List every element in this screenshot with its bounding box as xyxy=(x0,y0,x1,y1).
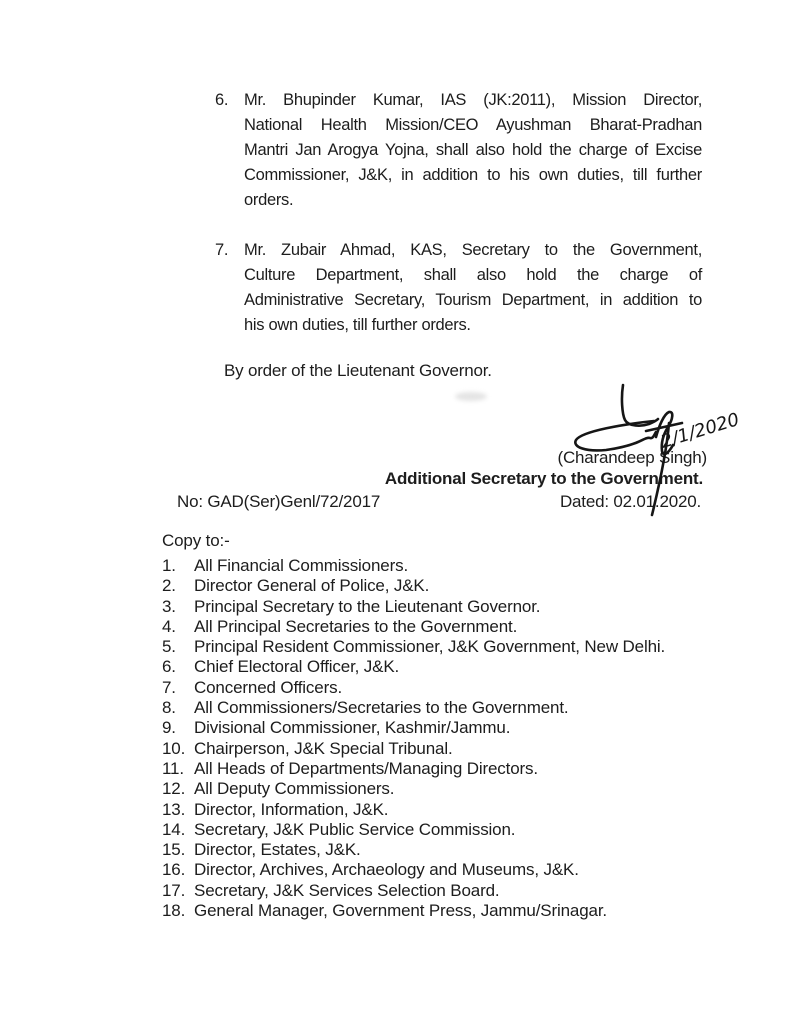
paragraph-line: Commissioner, J&K, in addition to his own duties, till further xyxy=(244,166,702,184)
item-text: Chairperson, J&K Special Tribunal. xyxy=(194,738,453,758)
copy-to-item xyxy=(162,556,665,576)
scan-smudge xyxy=(455,392,487,401)
item-number: 2. xyxy=(162,576,176,596)
copy-to-item xyxy=(162,698,665,718)
item-text: Director, Archives, Archaeology and Museums, J&K. xyxy=(194,860,579,880)
copy-to-item xyxy=(162,617,665,637)
item-number: 8. xyxy=(162,698,176,718)
item-number: 17. xyxy=(162,880,186,900)
reference-date: Dated: 02.01.2020. xyxy=(559,492,701,511)
paragraph-line: Mr. Zubair Ahmad, KAS, Secretary to the Government, xyxy=(244,241,702,259)
copy-to-item xyxy=(162,800,665,820)
reference-line xyxy=(177,491,701,513)
copy-to-section xyxy=(162,530,665,921)
paragraph-line: Mr. Bhupinder Kumar, IAS (JK:2011), Mission Director, xyxy=(244,91,702,109)
item-number: 13. xyxy=(162,799,186,819)
item-text: All Financial Commissioners. xyxy=(194,556,409,575)
item-number: 6. xyxy=(162,657,176,677)
item-text: Director, Estates, J&K. xyxy=(194,840,361,860)
item-text: All Commissioners/Secretaries to the Government. xyxy=(194,698,569,718)
paragraph-line: Mantri Jan Arogya Yojna, shall also hold the charge of Excise xyxy=(244,141,702,159)
item-text: All Heads of Departments/Managing Directors. xyxy=(194,758,538,778)
by-order-line: By order of the Lieutenant Governor. xyxy=(224,361,492,380)
copy-to-item xyxy=(162,820,665,840)
item-text: Divisional Commissioner, Kashmir/Jammu. xyxy=(194,718,511,738)
item-number: 5. xyxy=(162,637,176,657)
copy-to-item xyxy=(162,779,665,799)
item-number: 18. xyxy=(162,901,186,921)
paragraph-line: orders. xyxy=(244,191,294,209)
copy-to-item xyxy=(162,759,665,779)
item-text: General Manager, Government Press, Jammu/Srinagar. xyxy=(194,901,607,921)
item-number: 7. xyxy=(162,677,176,697)
item-text: Director, Information, J&K. xyxy=(194,799,389,819)
paragraph-line: Administrative Secretary, Tourism Department, in addition to xyxy=(244,291,702,309)
item-text: Concerned Officers. xyxy=(194,677,343,697)
paragraph-line: Culture Department, shall also hold the charge of xyxy=(244,266,702,284)
paragraph-text xyxy=(244,238,702,338)
copy-to-item xyxy=(162,657,665,677)
copy-to-label: Copy to:- xyxy=(162,531,230,550)
item-text: Director General of Police, J&K. xyxy=(194,576,430,596)
signature-date: 2/1/2020 xyxy=(658,409,742,453)
copy-to-item xyxy=(162,840,665,860)
item-text: Secretary, J&K Services Selection Board. xyxy=(194,880,500,900)
item-number: 10. xyxy=(162,738,186,758)
copy-to-item xyxy=(162,637,665,657)
paragraph-number: 7. xyxy=(215,241,229,259)
item-text: Principal Resident Commissioner, J&K Government, New Delhi. xyxy=(194,637,666,657)
copy-to-item xyxy=(162,860,665,880)
copy-to-item xyxy=(162,718,665,738)
item-text: Secretary, J&K Public Service Commission. xyxy=(194,819,516,839)
copy-to-item xyxy=(162,597,665,617)
item-text: All Deputy Commissioners. xyxy=(194,779,395,799)
item-number: 1. xyxy=(162,556,176,575)
paragraph-line: his own duties, till further orders. xyxy=(244,316,471,334)
paragraph-text xyxy=(244,88,702,213)
copy-to-item xyxy=(162,881,665,901)
item-number: 3. xyxy=(162,596,176,616)
item-number: 12. xyxy=(162,779,186,799)
copy-to-item xyxy=(162,901,665,921)
signatory-name: (Charandeep Singh) xyxy=(557,448,707,467)
paragraph-number: 6. xyxy=(215,91,229,109)
order-paragraph-7 xyxy=(215,238,702,338)
copy-to-list xyxy=(162,556,665,921)
copy-to-item xyxy=(162,678,665,698)
item-text: Principal Secretary to the Lieutenant Governor. xyxy=(194,596,541,616)
order-paragraph-6 xyxy=(215,88,702,213)
signature-stroke xyxy=(622,385,658,426)
paragraph-line: National Health Mission/CEO Ayushman Bharat-Pradhan xyxy=(244,116,702,134)
item-number: 16. xyxy=(162,860,186,880)
item-number: 9. xyxy=(162,718,176,738)
item-text: Chief Electoral Officer, J&K. xyxy=(194,657,400,677)
item-number: 11. xyxy=(162,758,184,778)
item-number: 15. xyxy=(162,840,186,860)
item-text: All Principal Secretaries to the Government. xyxy=(194,616,518,636)
copy-to-item xyxy=(162,739,665,759)
reference-number: No: GAD(Ser)Genl/72/2017 xyxy=(177,492,381,511)
item-number: 14. xyxy=(162,819,186,839)
signatory-designation: Additional Secretary to the Government. xyxy=(384,469,703,488)
order-paragraphs xyxy=(215,88,702,363)
item-number: 4. xyxy=(162,616,176,636)
copy-to-item xyxy=(162,576,665,596)
signature-stroke xyxy=(646,423,682,431)
signature-stroke xyxy=(575,421,656,450)
